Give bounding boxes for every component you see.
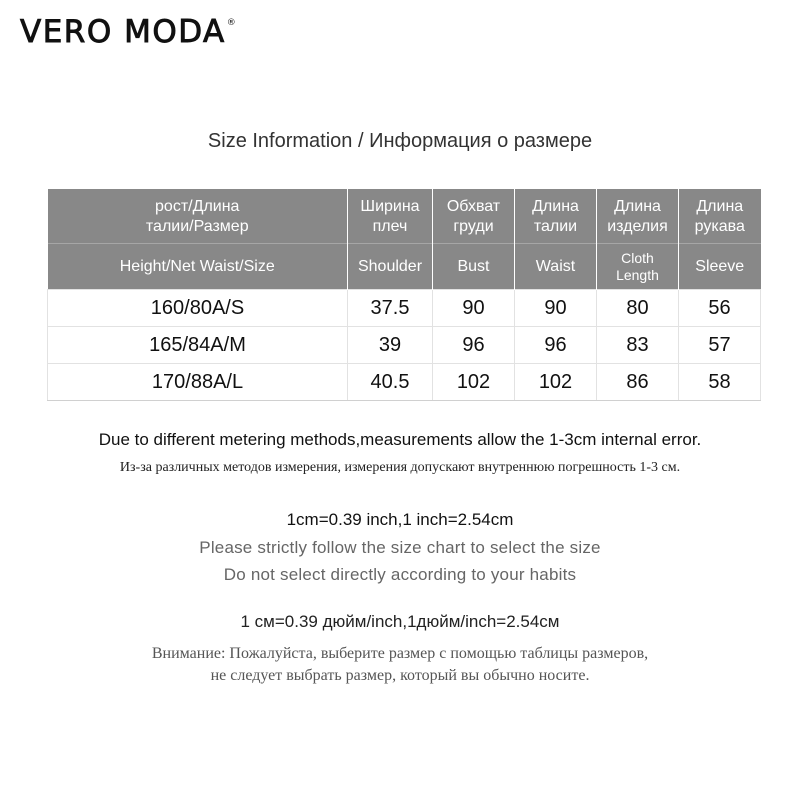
warning-note-ru-line1: Внимание: Пожалуйста, выберите размер с помощью таблицы размеров, (151, 645, 649, 662)
table-cell: 102 (433, 364, 515, 401)
col-header-en: Sleeve (679, 244, 761, 290)
table-row (48, 327, 761, 364)
table-cell: 39 (348, 327, 433, 364)
table-cell: 40.5 (348, 364, 433, 401)
table-cell: 96 (433, 327, 515, 364)
col-header-en: Bust (433, 244, 515, 290)
table-row (48, 290, 761, 327)
col-header-ru: Длина изделия (597, 189, 679, 244)
col-header-ru: рост/Длина талии/Размер (48, 189, 348, 244)
header-row-ru (48, 189, 761, 244)
no-habits-note: Do not select directly according to your habits (223, 565, 577, 584)
table-cell: 56 (679, 290, 761, 327)
table-cell: 57 (679, 327, 761, 364)
table-row (48, 364, 761, 401)
col-header-ru: Обхват груди (433, 189, 515, 244)
unit-conversion-ru: 1 см=0.39 дюйм/inch,1дюйм/inch=2.54см (240, 612, 560, 631)
table-cell: 86 (597, 364, 679, 401)
header-row-en (48, 244, 761, 290)
size-table (47, 189, 761, 401)
col-header-ru: Длина талии (515, 189, 597, 244)
measurement-error-note-ru: Из-за различных методов измерения, измерения допускают внутреннюю погрешность 1-3 см. (119, 460, 681, 475)
follow-chart-note: Please strictly follow the size chart to select the size (199, 538, 601, 557)
registered-mark: ® (226, 18, 238, 28)
table-cell: 37.5 (348, 290, 433, 327)
table-cell: 58 (679, 364, 761, 401)
table-cell: 102 (515, 364, 597, 401)
table-cell: 80 (597, 290, 679, 327)
warning-note-ru-line2: не следует выбрать размер, который вы обычно носите. (210, 667, 590, 684)
table-cell: 83 (597, 327, 679, 364)
brand-name: VERO MODA (20, 14, 226, 50)
col-header-en: Waist (515, 244, 597, 290)
col-header-en: Height/Net Waist/Size (48, 244, 348, 290)
table-cell: 170/88A/L (48, 364, 348, 401)
measurement-error-note-en: Due to different metering methods,measurements allow the 1-3cm internal error. (98, 430, 702, 449)
table-cell: 90 (515, 290, 597, 327)
page-title: Size Information / Информация о размере (207, 130, 593, 152)
brand-logo (20, 14, 237, 50)
col-header-ru: Длина рукава (679, 189, 761, 244)
table-cell: 165/84A/M (48, 327, 348, 364)
table-cell: 96 (515, 327, 597, 364)
col-header-ru: Ширина плеч (348, 189, 433, 244)
table-cell: 90 (433, 290, 515, 327)
col-header-en: Shoulder (348, 244, 433, 290)
table-cell: 160/80A/S (48, 290, 348, 327)
col-header-en: Cloth Length (597, 244, 679, 290)
unit-conversion: 1cm=0.39 inch,1 inch=2.54cm (286, 510, 514, 529)
